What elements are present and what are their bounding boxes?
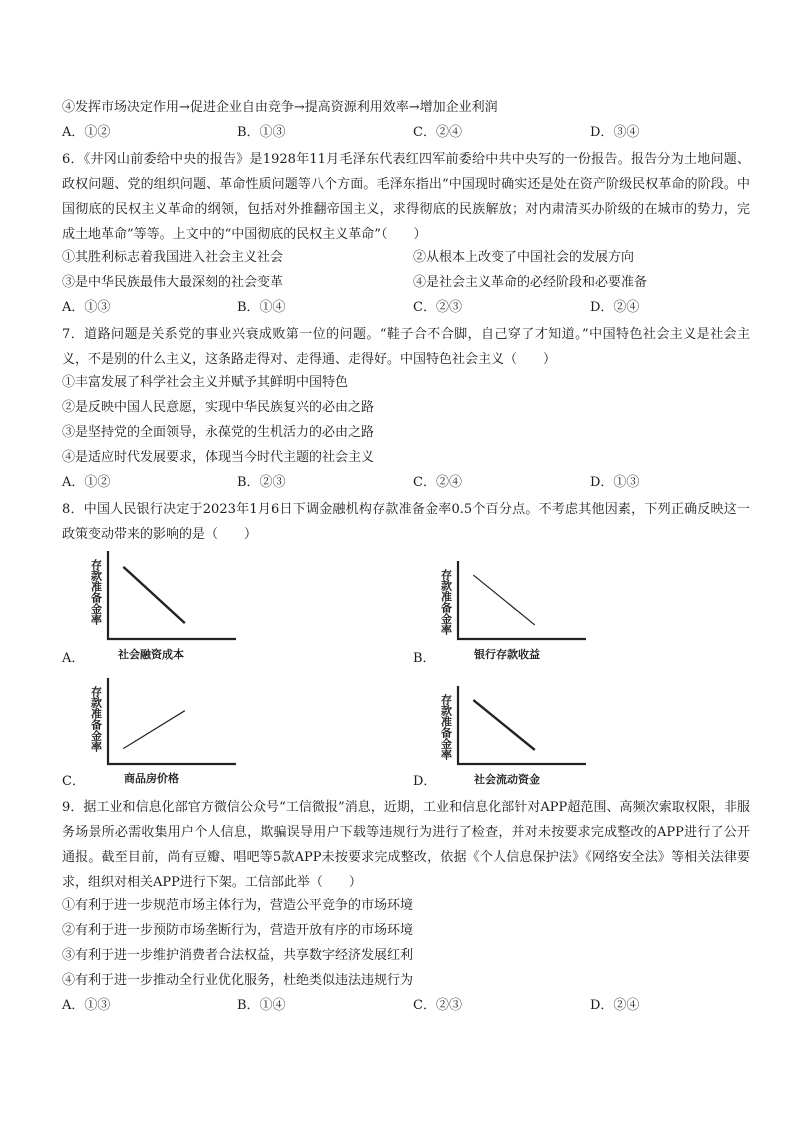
q7-option-d: D．①③ <box>590 475 640 490</box>
chart-c-ylabel: 存款准备金率 <box>89 686 103 752</box>
chart-b-ylabel: 存款准备金率 <box>439 569 453 635</box>
q6-item-2: ②从根本上改变了中国社会的发展方向 <box>413 250 635 265</box>
q9-item-4: ④有利于进一步推动全行业优化服务，杜绝类似违法违规行为 <box>62 973 414 988</box>
chart-a-ylabel: 存款准备金率 <box>89 559 103 625</box>
q6-stem: 6．《井冈山前委给中央的报告》是1928年11月毛泽东代表红四军前委给中共中央写的一份报告。报告分为土地问题、政权问题、党的组织问题、革命性质问题等八个方面。毛泽东指出“中国现时确实还是处在资产阶级民权革命的阶段。中国彻底的民权主义革命的纲领，包括对外推翻帝国主义，求得彻底的民族解放；对内肃清买办阶级的在城市的势力，完成土地革命”等等。上文中的“中国彻底的民权主义革命”（ ） <box>62 152 750 242</box>
chart-a-xlabel: 社会融资成本 <box>118 648 184 661</box>
q6-item-4: ④是社会主义革命的必经阶段和必要准备 <box>413 275 648 290</box>
q7-item-4: ④是适应时代发展要求，体现当今时代主题的社会主义 <box>62 450 375 465</box>
chart-d-ylabel: 存款准备金率 <box>439 694 453 760</box>
q7-item-2: ②是反映中国人民意愿，实现中华民族复兴的必由之路 <box>62 400 375 415</box>
chart-c-series-line <box>123 711 184 749</box>
q5-option-a: A．①② <box>62 125 111 140</box>
q5-option-c: C．②④ <box>413 125 462 140</box>
q9-item-3: ③有利于进一步维护消费者合法权益，共享数字经济发展红利 <box>62 948 414 963</box>
q5-item-4: ④发挥市场决定作用→促进企业自由竞争→提高资源利用效率→增加企业利润 <box>62 100 498 115</box>
q7-item-3: ③是坚持党的全面领导，永葆党的生机活力的必由之路 <box>62 425 375 440</box>
chart-a-axes <box>108 551 236 639</box>
q5-option-d: D．③④ <box>590 125 640 140</box>
q9-item-1: ①有利于进一步规范市场主体行为，营造公平竞争的市场环境 <box>62 898 414 913</box>
q9-stem: 9．据工业和信息化部官方微信公众号“工信微报”消息，近期，工业和信息化部针对APP超范围、高频次索取权限，非服务场景所必需收集用户个人信息，欺骗误导用户下载等违规行为进行了检查，并对未按要求完成整改的APP进行了公开通报。截至目前，尚有豆瓣、唱吧等5款APP未按要求完成整改，依据《个人信息保护法》《网络安全法》等相关法律要求，组织对相关APP进行下架。工信部此举（ ） <box>62 800 750 890</box>
chart-a-series-line <box>123 567 184 623</box>
chart-d-series-line <box>473 700 534 750</box>
chart-d-xlabel: 社会流动资金 <box>474 773 540 786</box>
q8-stem: 8．中国人民银行决定于2023年1月6日下调金融机构存款准备金率0.5个百分点。不考虑其他因素，下列正确反映这一政策变动带来的影响的是（ ） <box>62 502 750 542</box>
q9-option-a: A．①③ <box>62 998 111 1013</box>
q6-option-d: D．②④ <box>590 300 640 315</box>
q7-option-b: B．②③ <box>237 475 286 490</box>
chart-b <box>434 555 594 665</box>
chart-c-xlabel: 商品房价格 <box>124 772 179 785</box>
q9-option-b: B．①④ <box>237 998 286 1013</box>
q6-item-3: ③是中华民族最伟大最深刻的社会变革 <box>62 275 284 290</box>
chart-c-option-label: C． <box>62 774 85 789</box>
q7-option-c: C．②④ <box>413 475 462 490</box>
q9-item-2: ②有利于进一步预防市场垄断行为，营造开放有序的市场环境 <box>62 923 414 938</box>
q5-option-b: B．①③ <box>237 125 286 140</box>
chart-c-axes <box>108 678 236 764</box>
q6-item-1: ①其胜利标志着我国进入社会主义社会 <box>62 250 284 265</box>
chart-a-option-label: A． <box>62 651 85 666</box>
chart-b-xlabel: 银行存款收益 <box>474 648 540 661</box>
q7-stem: 7．道路问题是关系党的事业兴衰成败第一位的问题。“鞋子合不合脚，自己穿了才知道。”中国特色社会主义是社会主义，不是别的什么主义，这条路走得对、走得通、走得好。中国特色社会主义（ ） <box>62 327 750 367</box>
chart-d <box>434 680 594 790</box>
chart-b-option-label: B． <box>413 651 436 666</box>
q9-option-c: C．②③ <box>413 998 462 1013</box>
chart-d-axes <box>458 686 586 764</box>
q6-option-c: C．②③ <box>413 300 462 315</box>
q7-item-1: ①丰富发展了科学社会主义并赋予其鲜明中国特色 <box>62 375 349 390</box>
q9-option-d: D．②④ <box>590 998 640 1013</box>
q7-option-a: A．①② <box>62 475 111 490</box>
chart-b-series-line <box>473 575 534 625</box>
q6-option-a: A．①③ <box>62 300 111 315</box>
chart-c <box>84 672 244 787</box>
chart-b-axes <box>458 561 586 639</box>
chart-d-option-label: D． <box>413 774 437 789</box>
chart-a <box>84 545 244 665</box>
q6-option-b: B．①④ <box>237 300 286 315</box>
